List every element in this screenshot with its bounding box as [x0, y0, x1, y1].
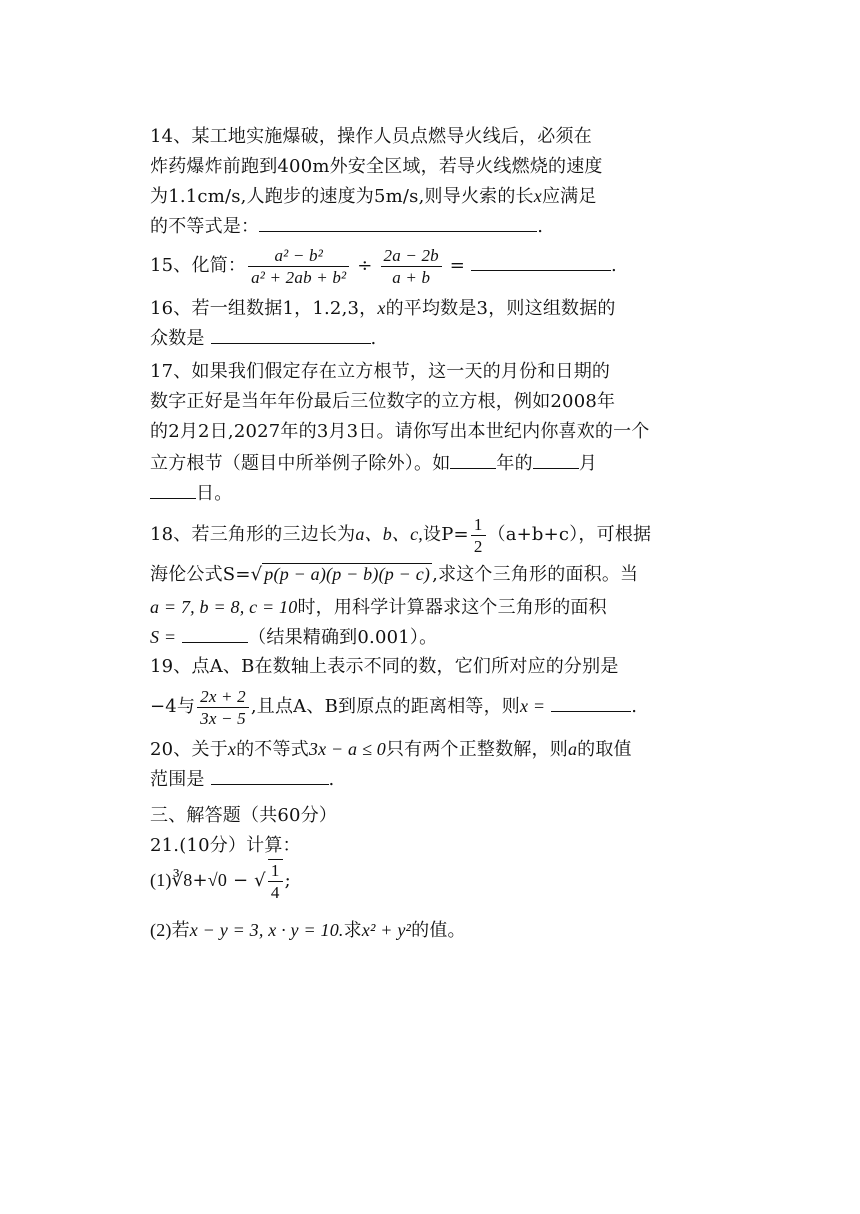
answer-blank-18[interactable]	[182, 626, 248, 643]
question-20-line-1: 20、关于x的不等式3x − a ≤ 0只有两个正整数解，则a的取值	[150, 739, 632, 760]
question-21-part-1: (1)∛8+√0 − √ $\frac{1}{4}$ ;	[150, 861, 291, 902]
question-14-line-3: 为1.1cm/s,人跑步的速度为5m/s,则导火索的长x应满足	[150, 186, 597, 207]
question-17-line-4: 立方根节（题目中所举例子除外）。如 年的 月	[150, 453, 598, 474]
question-16-line-1: 16、若一组数据1，1.2,3，x的平均数是3，则这组数据的	[150, 298, 616, 319]
fraction-half: $\frac{1}{2}$	[471, 514, 486, 557]
question-15: 15、化简： $\frac{\text{a² − b²}}{\text{a² + 2ab + b²}}$ ÷ $\frac{2a - 2b}{a + b}$ = .	[150, 245, 617, 287]
question-14-line-1: 14、某工地实施爆破，操作人员点燃导火线后，必须在	[150, 126, 592, 147]
question-17-line-3: 的2月2日,2027年的3月3日。请你写出本世纪内你喜欢的一个	[150, 421, 650, 442]
question-18-line-2: 海伦公式S=√ p(p − a)(p − b)(p − c) ,求这个三角形的面积。当	[150, 564, 639, 585]
question-18-line-3: a = 7, b = 8, c = 10时，用科学计算器求这个三角形的面积	[150, 597, 607, 618]
question-19-line-1: 19、点A、B在数轴上表示不同的数，它们所对应的分别是	[150, 656, 619, 677]
answer-blank-17-year[interactable]	[450, 452, 496, 469]
question-18-line-4: S = （结果精确到0.001）。	[150, 627, 438, 648]
fraction-quarter: $\frac{1}{4}$	[268, 859, 283, 903]
question-18-line-1: 18、若三角形的三边长为a、b、c,设P= $\frac{1}{2}$ （a+b+c），可根据	[150, 514, 652, 556]
question-17-line-2: 数字正好是当年年份最后三位数字的立方根，例如2008年	[150, 391, 616, 412]
answer-blank-19[interactable]	[551, 695, 631, 712]
question-17-line-1: 17、如果我们假定存在立方根节，这一天的月份和日期的	[150, 361, 611, 382]
question-20-line-2: 范围是 .	[150, 769, 335, 790]
answer-blank-14[interactable]	[259, 215, 537, 232]
answer-blank-17-day[interactable]	[150, 482, 196, 499]
question-21-part-2: (2)若x − y = 3, x · y = 10.求x² + y²的值。	[150, 920, 466, 941]
answer-blank-16[interactable]	[211, 327, 371, 344]
fraction-1: $\frac{\text{a² − b²}}{\text{a² + 2ab + b²}}$	[248, 245, 349, 288]
answer-blank-20[interactable]	[211, 768, 329, 785]
question-14-line-2: 炸药爆炸前跑到400m外安全区域，若导火线燃烧的速度	[150, 156, 603, 177]
question-21-title: 21.(10分）计算：	[150, 835, 301, 856]
answer-blank-15[interactable]	[471, 254, 611, 271]
answer-blank-17-month[interactable]	[533, 452, 579, 469]
section-3-title: 三、解答题（共60分）	[150, 805, 338, 826]
fraction-2: $\frac{2a - 2b}{a + b}$	[381, 245, 442, 288]
question-16-line-2: 众数是 .	[150, 328, 377, 349]
question-17-line-5: 日。	[150, 482, 232, 505]
question-19-line-2: −4与 $\frac{2x + 2}{3x - 5}$ ,且点A、B到原点的距离相等，则x = .	[150, 686, 638, 728]
fraction-19: $\frac{2x + 2}{3x - 5}$	[197, 686, 249, 729]
question-14-line-4: 的不等式是： .	[150, 216, 544, 237]
